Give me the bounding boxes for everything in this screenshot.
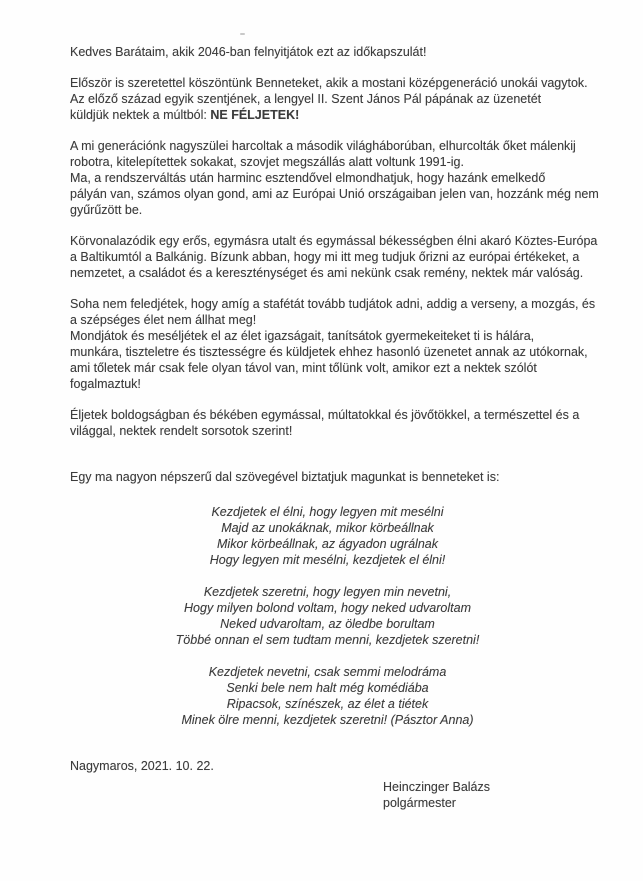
salutation: Kedves Barátaim, akik 2046-ban felnyitjátok ezt az időkapszulát! (70, 45, 427, 59)
song-stanza-3 (70, 664, 585, 728)
song-stanza-1 (70, 504, 585, 568)
letter-line: robotra, kitelepítettek sokakat, szovjet megszállás alatt voltunk 1991-ig. (70, 155, 464, 169)
paragraph-generation (70, 138, 599, 218)
stanza-line: Kezdjetek szeretni, hogy legyen min nevetni, (203, 585, 452, 599)
paragraph-intro (70, 75, 588, 123)
song-stanza-2 (70, 584, 585, 648)
letter-line-with-emphasis (70, 107, 585, 123)
stanza-line: Kezdjetek el élni, hogy legyen mit mesélni (211, 505, 444, 519)
signature-name: Heinczinger Balázs (383, 780, 490, 794)
stanza-line: Többé onnan el sem tudtam menni, kezdjetek szeretni! (175, 633, 480, 647)
paragraph-europe (70, 233, 598, 281)
letter-line: Körvonalazódik egy erős, egymásra utalt és egymással békességben élni akaró Köztes-Európa (70, 234, 598, 248)
stanza-line: Mikor körbeállnak, az ágyadon ugrálnak (217, 537, 438, 551)
signature-block (383, 779, 585, 811)
letter-line: Ma, a rendszerváltás után harminc esztendővel elmondhatjuk, hogy hazánk emelkedő (70, 171, 546, 185)
stanza-line: Ripacsok, színészek, az élet a tiétek (226, 697, 429, 711)
signature-title: polgármester (383, 796, 456, 810)
stanza-line: Minek ölre menni, kezdjetek szeretni! (Pásztor Anna) (181, 713, 474, 727)
scan-artifact (240, 33, 245, 35)
letter-line: Mondjátok és meséljétek el az élet igazságait, tanítsátok gyermekeiteket ti is hálára, (70, 329, 535, 343)
paragraph-stafeta (70, 296, 596, 392)
letter-line: ami tőletek már csak fele olyan távol van, mint tőlünk volt, amikor ezt a nektek szólót (70, 361, 537, 375)
letter-line: Az előző század egyik szentjének, a lengyel II. Szent János Pál pápának az üzenetét (70, 92, 542, 106)
ne-feljetek-emphasis: NE FÉLJETEK! (210, 108, 300, 122)
letter-line: Soha nem feledjétek, hogy amíg a stafétát tovább tudjátok adni, addig a verseny, a mozgás, és (70, 297, 596, 311)
song-intro-line: Egy ma nagyon népszerű dal szövegével biztatjuk magunkat is benneteket is: (70, 470, 500, 484)
paragraph-blessing (70, 407, 585, 439)
stanza-line: Neked udvaroltam, az öledbe borultam (220, 617, 435, 631)
stanza-line: Hogy legyen mit mesélni, kezdjetek el élni! (209, 553, 446, 567)
intro-last-line-text: küldjük nektek a múltból: (70, 108, 211, 122)
stanza-line: Kezdjetek nevetni, csak semmi melodráma (208, 665, 447, 679)
letter-line: Először is szeretettel köszöntünk Benneteket, akik a mostani középgeneráció unokái vagytok. (70, 76, 588, 90)
letter-line: a Baltikumtól a Balkánig. Bízunk abban, hogy mi itt meg tudjuk őrizni az európai értékeket, a (70, 250, 580, 264)
paragraph-intro-lines (70, 75, 588, 107)
letter-line: A mi generációnk nagyszülei harcoltak a második világháborúban, elhurcolták őket málenkij (70, 139, 576, 153)
stanza-line: Senki bele nem halt még komédiába (226, 681, 429, 695)
letter-line: a szépséges élet nem állhat meg! (70, 313, 257, 327)
letter-line: fogalmaztuk! (70, 377, 141, 391)
letter-line: munkára, tiszteletre és tisztességre és küldjetek ehhez hasonló üzenetet annak az utókornak, (70, 345, 588, 359)
dateline: Nagymaros, 2021. 10. 22. (70, 759, 214, 773)
stanza-line: Majd az unokáknak, mikor körbeállnak (221, 521, 434, 535)
letter-line: Éljetek boldogságban és békében egymással, múltatokkal és jövőtökkel, a természettel és a (70, 408, 580, 422)
stanza-line: Hogy milyen bolond voltam, hogy neked udvaroltam (184, 601, 471, 615)
letter-line: nemzetet, a családot és a kereszténységet és ami nekünk csak remény, nektek már valóság. (70, 266, 584, 280)
letter-line: gyűrűzött be. (70, 203, 143, 217)
letter-line: világgal, nektek rendelt sorsotok szerint! (70, 424, 293, 438)
letter-line: pályán van, számos olyan gond, ami az Európai Unió országaiban jelen van, hozzánk még nem (70, 187, 599, 201)
